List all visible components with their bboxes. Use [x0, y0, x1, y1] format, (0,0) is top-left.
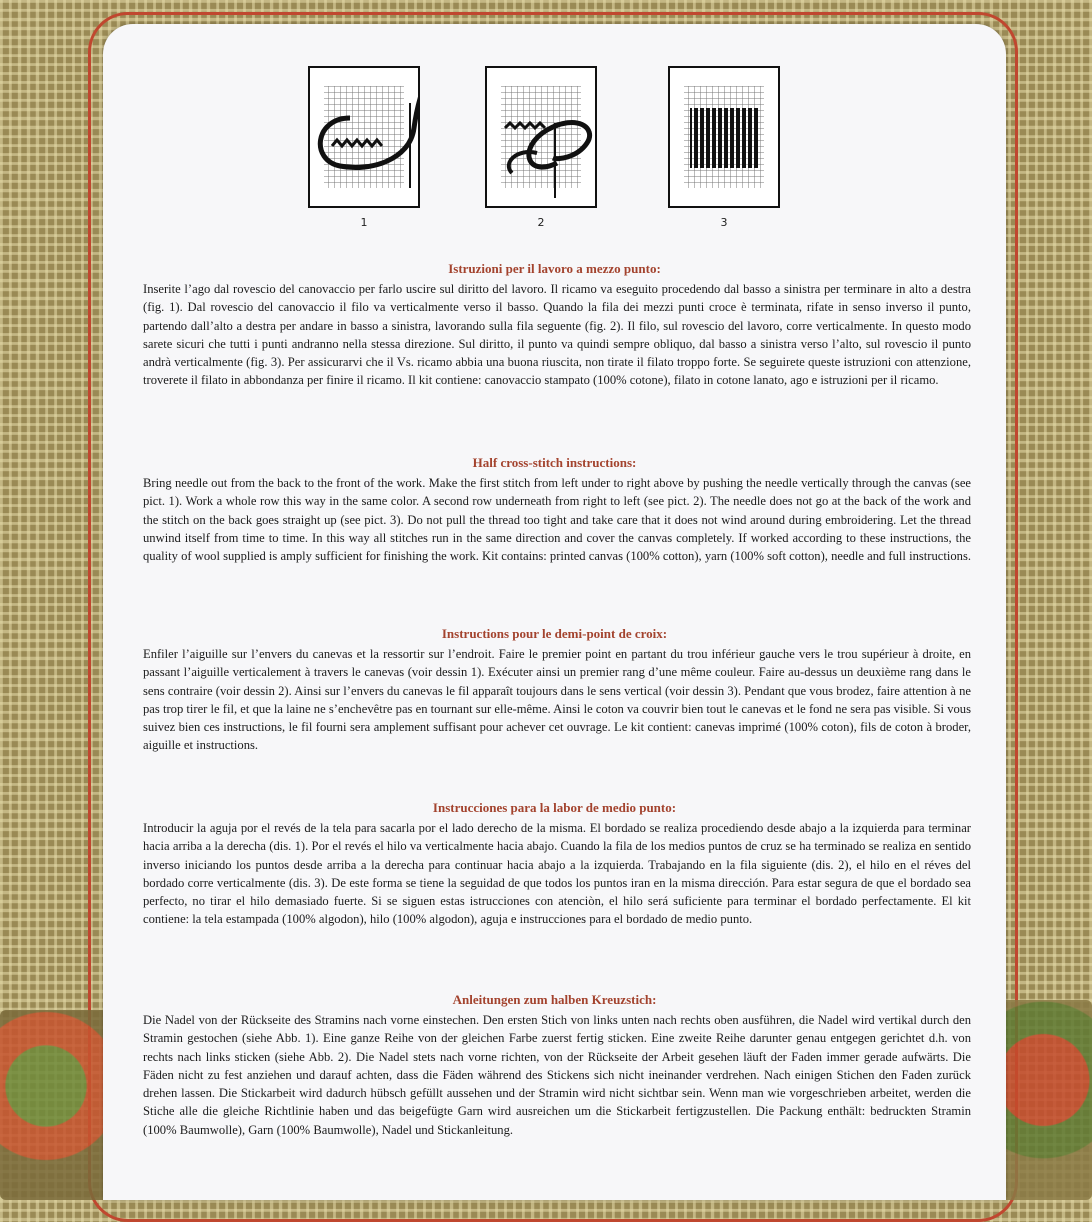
figure-2-diagram [485, 66, 597, 208]
section-title-spanish: Instrucciones para la labor de medio punto: [432, 800, 677, 815]
canvas-grid [324, 86, 404, 188]
section-title-english: Half cross-stitch instructions: [472, 455, 637, 470]
figure-2-illustration [487, 68, 595, 206]
figure-2-caption: 2 [537, 216, 545, 229]
embroidery-motif-left [0, 1010, 115, 1200]
section-body-italian: Inserite l’ago dal rovescio del canovaccio per farlo uscire sul diritto del lavoro. Il ricamo va eseguito procedendo dal basso a sinistra per terminare in alto a destra (fig. 1). Dal rovescio del canovaccio il filo va verticalmente verso il basso. Quando la fila dei mezzi punti croce è terminata, rifate in senso inverso il punto, partendo dall’alto a destra per andare in basso a sinistra, lavorando sulla fila seguente (fig. 2). Il filo, sul rovescio del lavoro, corre verticalmente. In questo modo sarete sicuri che tutti i punti andranno nella stessa direzione. Sul diritto, il punto va quindi sempre obliquo, dal basso a sinistra verso l’alto, sul rovescio il punto andrà verticalmente (fig. 3). Per assicurarvi che il Vs. ricamo abbia una buona riuscita, non tirate il filato troppo forte. Se seguirete queste istruzioni con attenzione, troverete il filato in abbondanza per finire il ricamo. Il kit contiene: canovaccio stampato (100% cotone), filato in cotone lanato, ago e istruzioni per il ricamo. [143, 282, 971, 388]
figure-1-illustration [310, 68, 418, 206]
vertical-stitch-block [690, 108, 758, 168]
section-body-german: Die Nadel von der Rückseite des Stramins nach vorne einstechen. Den ersten Stich von links unten nach rechts oben ausführen, die Nadel wird vertikal durch den Stramin gestochen (siehe Abb. 1). Eine ganze Reihe von der gleichen Farbe zuerst fertig sticken. Eine zweite Reihe darunter genau entgegen gerichtet d.h. von rechts nach links sticken (siehe Abb. 2). Die Nadel stets nach vorne richten, von der Rückseite der Arbeit gesehen läuft der Faden immer gerade aufwärts. Die Fäden nicht zu fest anziehen und darauf achten, dass die Fäden während des Stickens sich nicht ineinander verdrehen. Nach einigen Stichen den Faden zurück drehen lassen. Die Stickarbeit wird dadurch hübsch gefüllt aussehen und der Stramin wird nicht sichtbar sein. Wenn man wie vorgeschrieben arbeitet, werden die Stiche alle die gleiche Richtlinie haben und das beigefügte Garn wird ausreichen um die Stickarbeit fertigzustellen. Die Packung enthält: bedruckten Stramin (100% Baumwolle), Garn (100% Baumwolle), Nadel und Stickanleitung. [143, 1013, 971, 1137]
section-body-english: Bring needle out from the back to the front of the work. Make the first stitch from left under to right above by pushing the needle vertically through the canvas (see pict. 1). Work a whole row this way in the same color. A second row underneath from right to left (see pict. 2). The needle does not go at the back of the work and the stitch on the back goes straight up (see pict. 3). Do not pull the thread too tight and take care that it does not wind around during embroidering. Let the thread unwind itself from time to time. In this way all stitches run in the same direction and cover the canvas completely. If worked according to these instructions, the quality of wool supplied is amply sufficient for finishing the work. Kit contains: printed canvas (100% cotton), yarn (100% soft cotton), needle and full instructions. [143, 476, 971, 564]
figure-3-caption: 3 [720, 216, 728, 229]
figure-1-caption: 1 [360, 216, 368, 229]
section-title-french: Instructions pour le demi-point de croix: [441, 626, 668, 641]
figure-3-illustration [670, 68, 778, 206]
section-body-french: Enfiler l’aiguille sur l’envers du canevas et la ressortir sur l’endroit. Faire le premier point en partant du trou inférieur gauche vers le trou supérieur à droite, en passant l’aiguille verticalement à travers le canevas (voir dessin 1). Exécuter ainsi un premier rang d’une même couleur. Faire au-dessus un deuxième rang dans le sens contraire (voir dessin 2). Ainsi sur l’envers du canevas le fil apparaît toujours dans le sens vertical (voir dessin 3). Pendant que vous brodez, faire attention à ne pas trop tirer le fil, et que la laine ne s’enchevêtre pas en tournant sur elle-même. Ainsi le coton va couvrir bien tout le canevas et le fond ne sera pas visible. Si vous suivez bien ces instructions, le fil fourni sera amplement suffisant pour achever cet ouvrage. Le kit contient: canevas imprimé (100% coton), fils de coton à broder, aiguille et instructions. [143, 647, 971, 753]
figure-3-diagram [668, 66, 780, 208]
figure-1-diagram [308, 66, 420, 208]
section-title-german: Anleitungen zum halben Kreuzstich: [452, 992, 657, 1007]
section-title-italian: Istruzioni per il lavoro a mezzo punto: [448, 261, 661, 276]
section-body-spanish: Introducir la aguja por el revés de la tela para sacarla por el lado derecho de la misma. El bordado se realiza procediendo desde abajo a la izquierda para terminar hacia arriba a la derecha (dis. 1). Por el revés el hilo va verticalmente hacia abajo. Cuando la fila de los medios puntos de cruz se ha terminado se realiza en sentido inverso iniciando los puntos desde arriba a la derecha para continuar hacia abajo a la izquierda. Trabajando en la fila siguiente (dis. 2), el hilo en el réves del bordado corre verticalmente (dis. 3). De este forma se tiene la seguidad de que todos los puntos iran en la misma dirección. Para estar segura de que el bordado sea perfecto, no tirar el hilo demasiado fuerte. Si se siguen estas istrucciones con atenciòn, el hilo será suficiente para terminar el bordado perfectamente. El kit contiene: la tela estampada (100% algodon), hilo (100% algodon), aguja e instrucciones para el bordado de medio punto. [143, 821, 971, 927]
embroidery-motif-right [995, 1000, 1092, 1200]
instruction-sheet [103, 24, 1006, 1200]
